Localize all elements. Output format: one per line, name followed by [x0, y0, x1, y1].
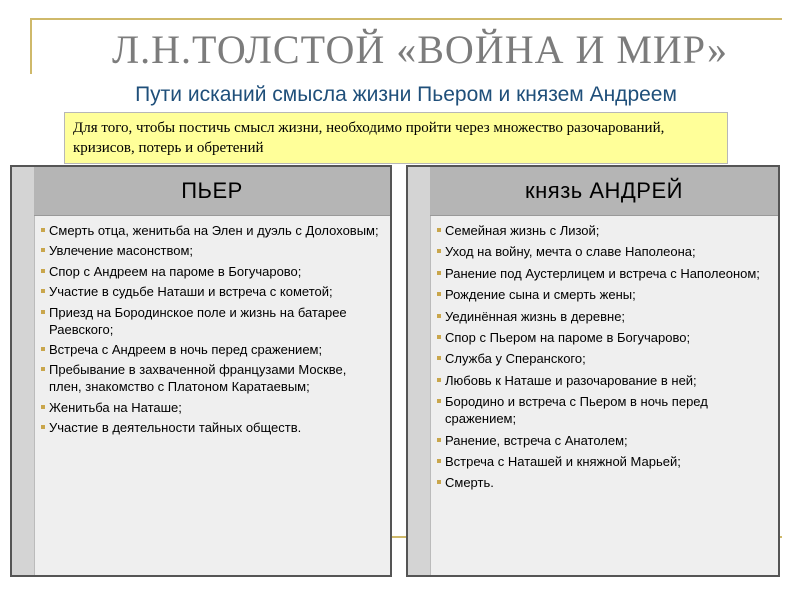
pierre-body	[34, 216, 386, 575]
bullet-icon	[437, 459, 441, 463]
column-stripe	[12, 167, 34, 575]
column-stripe	[408, 167, 430, 575]
list-item-text: Встреча с Наташей и княжной Марьей;	[445, 453, 681, 469]
bullet-icon	[41, 269, 45, 273]
list-item	[41, 263, 380, 280]
list-item	[437, 372, 768, 389]
list-item	[41, 222, 380, 239]
list-item	[41, 399, 380, 416]
list-item-text: Спор с Андреем на пароме в Богучарово;	[49, 263, 302, 279]
pierre-list	[41, 222, 380, 436]
pierre-header: ПЬЕР	[34, 167, 390, 216]
list-item-text: Женитьба на Наташе;	[49, 399, 182, 415]
list-item-text: Уход на войну, мечта о славе Наполеона;	[445, 244, 696, 260]
bullet-icon	[41, 310, 45, 314]
pierre-column	[10, 165, 392, 577]
intro-box: Для того, чтобы постичь смысл жизни, необходимо пройти через множество разочарований, кризисов, потерь и обретений	[64, 112, 728, 164]
list-item-text: Встреча с Андреем в ночь перед сражением;	[49, 341, 323, 357]
page-subtitle: Пути исканий смысла жизни Пьером и князем Андреем	[135, 83, 677, 106]
andrei-column	[406, 165, 780, 577]
list-item-text: Приезд на Бородинское поле и жизнь на батарее Раевского;	[49, 304, 347, 337]
bullet-icon	[41, 289, 45, 293]
bullet-icon	[437, 271, 441, 275]
list-item	[437, 350, 768, 367]
list-item	[437, 474, 768, 491]
bullet-icon	[41, 425, 45, 429]
bullet-icon	[437, 228, 441, 232]
bullet-icon	[41, 347, 45, 351]
list-item-text: Пребывание в захваченной французами Москве, плен, знакомство с Платоном Каратаевым;	[49, 362, 347, 395]
list-item	[437, 393, 768, 427]
list-item-text: Увлечение масонством;	[49, 243, 194, 259]
list-item	[437, 243, 768, 260]
list-item	[437, 265, 768, 282]
bullet-icon	[437, 438, 441, 442]
list-item	[41, 304, 380, 338]
bullet-icon	[41, 405, 45, 409]
bullet-icon	[437, 292, 441, 296]
list-item-text: Ранение, встреча с Анатолем;	[445, 432, 628, 448]
andrei-body	[430, 216, 774, 575]
list-item	[437, 308, 768, 325]
list-item-text: Семейная жизнь с Лизой;	[445, 223, 600, 238]
list-item-text: Ранение под Аустерлицем и встреча с Наполеоном;	[445, 265, 760, 281]
list-item-text: Служба у Сперанского;	[445, 351, 586, 367]
list-item	[437, 329, 768, 346]
bullet-icon	[41, 248, 45, 252]
bullet-icon	[41, 228, 45, 232]
andrei-header: князь АНДРЕЙ	[430, 167, 778, 216]
list-item	[437, 222, 768, 239]
list-item-text: Смерть отца, женитьба на Элен и дуэль с Долоховым;	[49, 223, 379, 238]
list-item	[41, 242, 380, 259]
list-item-text: Уединённая жизнь в деревне;	[445, 308, 626, 324]
bullet-icon	[41, 367, 45, 371]
list-item	[437, 286, 768, 303]
list-item-text: Рождение сына и смерть жены;	[445, 287, 636, 303]
andrei-list	[437, 222, 768, 491]
list-item-text: Участие в судьбе Наташи и встреча с кометой;	[49, 284, 333, 300]
bullet-icon	[437, 335, 441, 339]
list-item	[437, 432, 768, 449]
bullet-icon	[437, 356, 441, 360]
list-item	[437, 453, 768, 470]
list-item-text: Бородино и встреча с Пьером в ночь перед сражением;	[445, 394, 708, 427]
frame-line-top	[30, 18, 782, 20]
list-item-text: Спор с Пьером на пароме в Богучарово;	[445, 329, 691, 345]
frame-line-left	[30, 18, 32, 74]
bullet-icon	[437, 314, 441, 318]
list-item-text: Участие в деятельности тайных обществ.	[49, 420, 302, 436]
page-title: Л.Н.ТОЛСТОЙ «ВОЙНА И МИР»	[111, 27, 729, 72]
list-item	[41, 361, 380, 395]
list-item-text: Смерть.	[445, 475, 494, 491]
list-item	[41, 419, 380, 436]
bullet-icon	[437, 249, 441, 253]
list-item	[41, 283, 380, 300]
bullet-icon	[437, 399, 441, 403]
bullet-icon	[437, 378, 441, 382]
bullet-icon	[437, 480, 441, 484]
list-item-text: Любовь к Наташе и разочарование в ней;	[445, 372, 697, 388]
list-item	[41, 341, 380, 358]
